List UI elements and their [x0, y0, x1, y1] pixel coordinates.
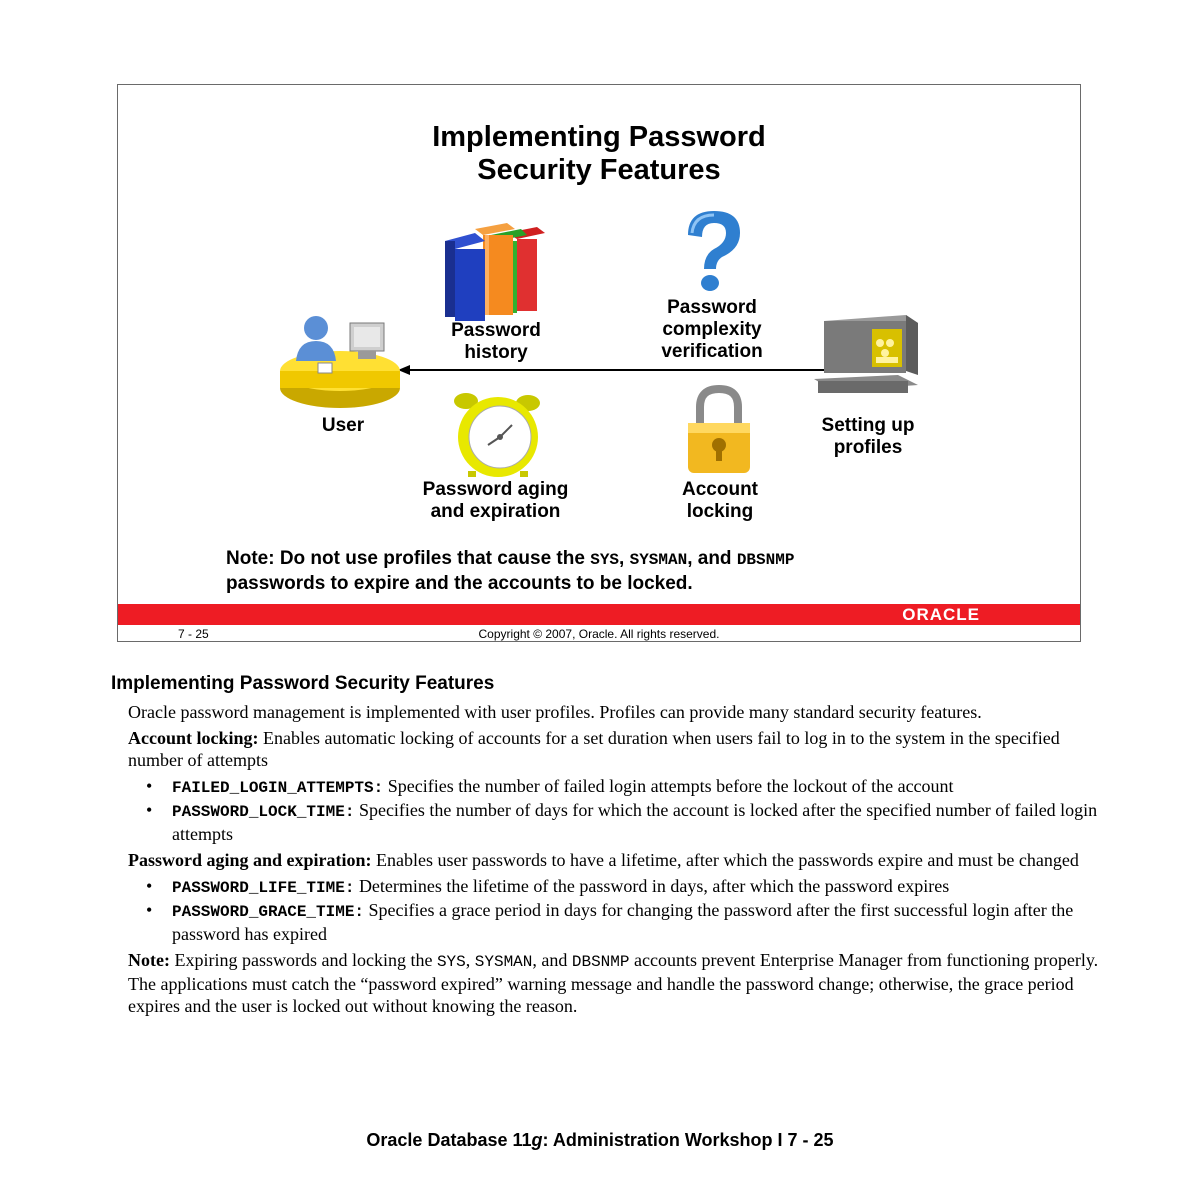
- notes-heading: Implementing Password Security Features: [111, 673, 495, 694]
- label-user: User: [321, 415, 365, 436]
- padlock-icon: [684, 385, 754, 477]
- list-item: • PASSWORD_LIFE_TIME: Determines the lifetime of the password in days, after which the password expires: [128, 875, 1101, 899]
- list-item: • PASSWORD_LOCK_TIME: Specifies the number of days for which the account is locked after the specified number of failed login attempts: [128, 799, 1101, 845]
- list-item: • FAILED_LOGIN_ATTEMPTS: Specifies the number of failed login attempts before the lockout of the account: [128, 775, 1101, 799]
- slide: [117, 84, 1081, 642]
- notes-intro: Oracle password management is implemented with user profiles. Profiles can provide many standard security features.: [128, 702, 982, 722]
- label-password-history: Password history: [451, 320, 541, 363]
- slide-note: Note: Do not use profiles that cause the SYS, SYSMAN, and DBSNMP passwords to expire and the accounts to be locked.: [226, 548, 795, 594]
- computer-monitor-icon: [814, 313, 924, 403]
- label-password-complexity: Password complexity verification: [661, 297, 763, 362]
- page-footer: Oracle Database 11g: Administration Workshop I 7 - 25: [366, 1130, 834, 1150]
- notes-note-paragraph: Note: Expiring passwords and locking the SYS, SYSMAN, and DBSNMP accounts prevent Enterprise Manager from functioning properly. The applications must catch the “password expired” warning message and handle the password change; otherwise, the grace period expires and the user is locked out without knowing the reason.: [128, 950, 1099, 1016]
- slide-title: Implementing Password Security Features: [432, 121, 766, 186]
- aging-paragraph: Password aging and expiration: Enables user passwords to have a lifetime, after which the passwords expire and must be changed: [128, 850, 1079, 870]
- user-at-desk-icon: [278, 313, 408, 413]
- aging-list: [128, 875, 1101, 945]
- copyright: Copyright © 2007, Oracle. All rights reserved.: [478, 627, 720, 641]
- label-password-aging: Password aging and expiration: [422, 479, 569, 522]
- speaker-notes: [111, 672, 1101, 1021]
- account-locking-paragraph: Account locking: Enables automatic locking of accounts for a set duration when users fail to log in to the system in the specified number of attempts: [128, 728, 1060, 770]
- list-item: • PASSWORD_GRACE_TIME: Specifies a grace period in days for changing the password after the first successful login after the password has expired: [128, 899, 1101, 945]
- flow-arrow: [398, 363, 828, 377]
- label-account-locking: Account locking: [682, 479, 758, 522]
- oracle-logo: ORACLE: [902, 605, 980, 624]
- label-setting-up-profiles: Setting up profiles: [821, 415, 915, 458]
- slide-number: 7 - 25: [178, 627, 209, 641]
- question-mark-icon: [678, 207, 748, 297]
- books-icon: [445, 221, 545, 321]
- alarm-clock-icon: [448, 389, 548, 479]
- account-locking-list: [128, 775, 1101, 845]
- oracle-red-bar: [118, 604, 1080, 625]
